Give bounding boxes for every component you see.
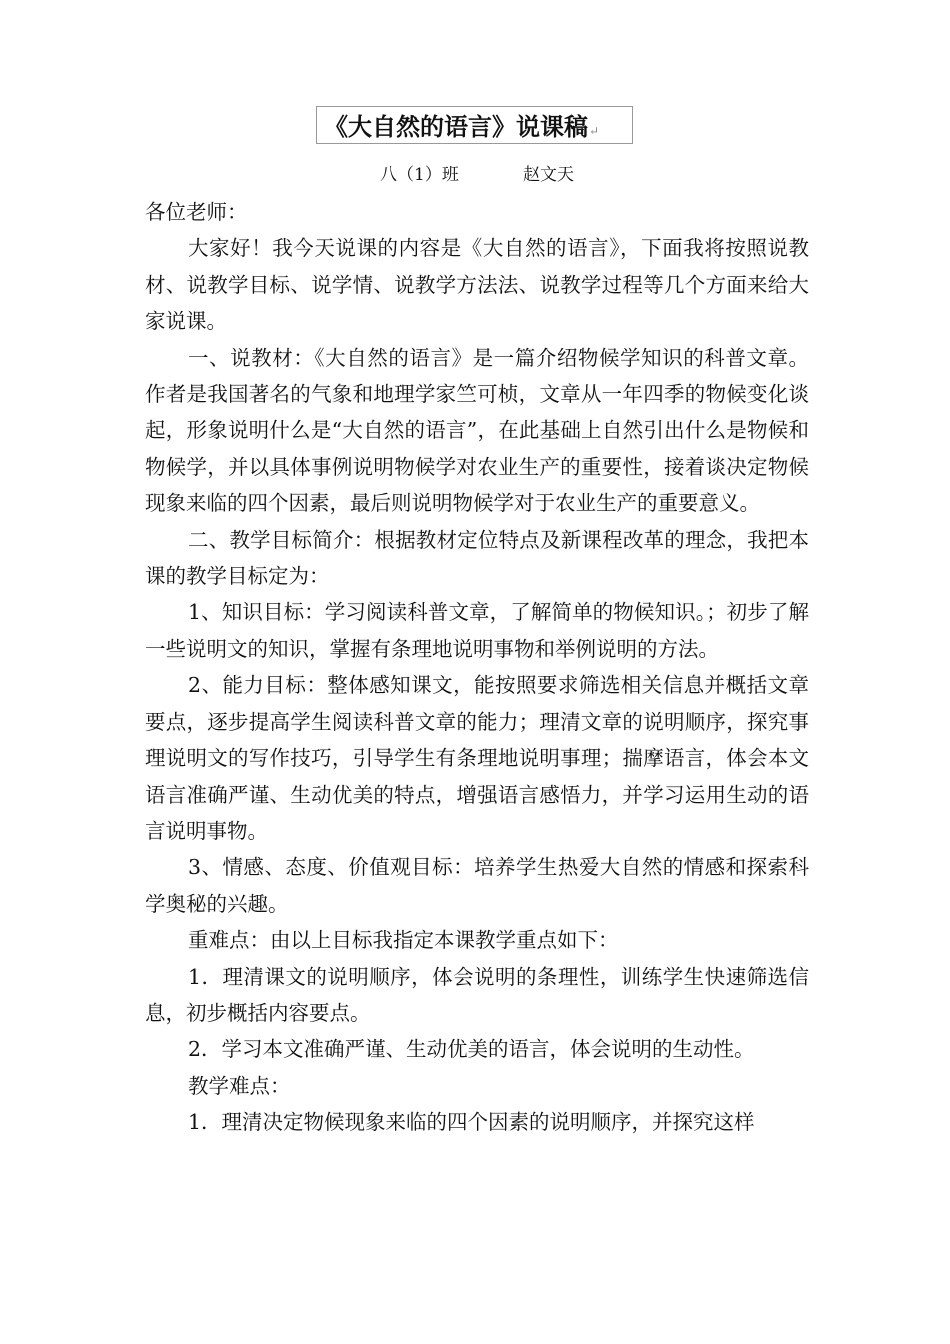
paragraph-mark-icon: ↵	[589, 124, 600, 138]
paragraph: 大家好！我今天说课的内容是《大自然的语言》，下面我将按照说教材、说教学目标、说学情、说教学方法法、说教学过程等几个方面来给大家说课。	[145, 236, 809, 334]
paragraph: 3、情感、态度、价值观目标：培养学生热爱大自然的情感和探索科学奥秘的兴趣。	[145, 855, 809, 916]
paragraph: 一、说教材：《大自然的语言》是一篇介绍物候学知识的科普文章。作者是我国著名的气象和地理学家竺可桢，文章从一年四季的物候变化谈起，形象说明什么是“大自然的语言”，在此基础上自然引出什么是物候和物候学，并以具体事例说明物候学对农业生产的重要性，接着谈决定物候现象来临的四个因素，最后则说明物候学对于农业生产的重要意义。	[145, 345, 809, 516]
document-title	[324, 112, 624, 142]
class-label: 八（1）班	[380, 165, 459, 185]
author-name: 赵文天	[523, 165, 574, 185]
byline	[0, 160, 950, 190]
salutation: 各位老师：	[145, 200, 248, 224]
document-title-text: 《大自然的语言》说课稿	[324, 112, 588, 141]
paragraph: 1．理清决定物候现象来临的四个因素的说明顺序，并探究这样	[188, 1110, 755, 1135]
paragraph: 二、教学目标简介：根据教材定位特点及新课程改革的理念，我把本课的教学目标定为：	[145, 527, 809, 589]
paragraph: 1．理清课文的说明顺序，体会说明的条理性，训练学生快速筛选信息，初步概括内容要点。	[145, 964, 809, 1025]
document-body	[145, 194, 809, 1141]
paragraph: 2、能力目标：整体感知课文，能按照要求筛选相关信息并概括文章要点，逐步提高学生阅读科普文章的能力；理清文章的说明顺序，探究事理说明文的写作技巧，引导学生有条理地说明事理；揣摩语言，体会本文语言准确严谨、生动优美的特点，增强语言感悟力，并学习运用生动的语言说明事物。	[145, 673, 809, 843]
paragraph: 2．学习本文准确严谨、生动优美的语言，体会说明的生动性。	[188, 1037, 755, 1062]
paragraph: 重难点：由以上目标我指定本课教学重点如下：	[188, 928, 619, 953]
paragraph: 教学难点：	[188, 1073, 291, 1098]
paragraph: 1、知识目标：学习阅读科普文章，了解简单的物候知识。；初步了解一些说明文的知识，掌握有条理地说明事物和举例说明的方法。	[145, 600, 809, 661]
